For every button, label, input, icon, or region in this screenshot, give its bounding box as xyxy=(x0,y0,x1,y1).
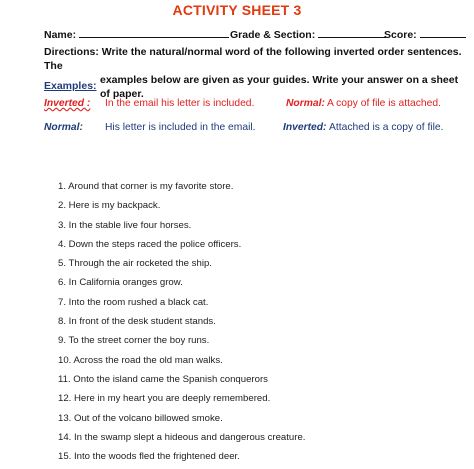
normal-example: His letter is included in the email. xyxy=(105,122,256,133)
list-item: 13. Out of the volcano billowed smoke. xyxy=(58,412,223,424)
normal-example-2: A copy of file is attached. xyxy=(327,98,441,109)
name-blank[interactable] xyxy=(79,27,229,38)
list-item: 7. Into the room rushed a black cat. xyxy=(58,296,209,308)
score-blank[interactable] xyxy=(420,27,466,38)
list-item: 14. In the swamp slept a hideous and dangerous creature. xyxy=(58,431,306,443)
grade-field xyxy=(230,27,386,41)
examples-heading: Examples: xyxy=(44,80,97,92)
list-item: 11. Onto the island came the Spanish conquerors xyxy=(58,373,268,385)
score-label: Score: xyxy=(384,29,417,41)
list-item: 4. Down the steps raced the police officers. xyxy=(58,238,242,250)
inverted-example-2: Attached is a copy of file. xyxy=(329,122,444,133)
inverted-label: Inverted : xyxy=(44,98,91,109)
score-field xyxy=(384,27,466,41)
name-field xyxy=(44,27,229,41)
sheet-title: ACTIVITY SHEET 3 xyxy=(172,2,302,18)
list-item: 15. Into the woods fled the frightened deer. xyxy=(58,451,240,463)
directions-line-2: examples below are given as your guides. Write your answer on a sheet of paper. xyxy=(100,74,459,100)
list-item: 12. Here in my heart you are deeply remembered. xyxy=(58,393,271,405)
list-item: 8. In front of the desk student stands. xyxy=(58,316,216,328)
list-item: 10. Across the road the old man walks. xyxy=(58,354,223,366)
directions-line-1: Directions: Write the natural/normal word of the following inverted order sentences. The xyxy=(44,46,462,72)
directions xyxy=(44,45,464,101)
header-fields xyxy=(44,27,464,41)
list-item: 5. Through the air rocketed the ship. xyxy=(58,258,212,270)
normal-label: Normal: xyxy=(44,122,83,133)
inverted-label-2: Inverted: xyxy=(283,122,327,133)
name-label: Name: xyxy=(44,29,77,41)
grade-label: Grade & Section: xyxy=(230,29,316,41)
list-item: 3. In the stable live four horses. xyxy=(58,219,192,231)
inverted-example: In the email his letter is included. xyxy=(105,98,255,109)
list-item: 1. Around that corner is my favorite store. xyxy=(58,181,234,192)
list-item: 2. Here is my backpack. xyxy=(58,200,161,212)
normal-label-2: Normal: xyxy=(286,98,325,109)
list-item: 6. In California oranges grow. xyxy=(58,277,183,289)
sentence-list xyxy=(58,180,305,469)
list-item: 9. To the street corner the boy runs. xyxy=(58,335,210,347)
grade-blank[interactable] xyxy=(318,27,386,38)
